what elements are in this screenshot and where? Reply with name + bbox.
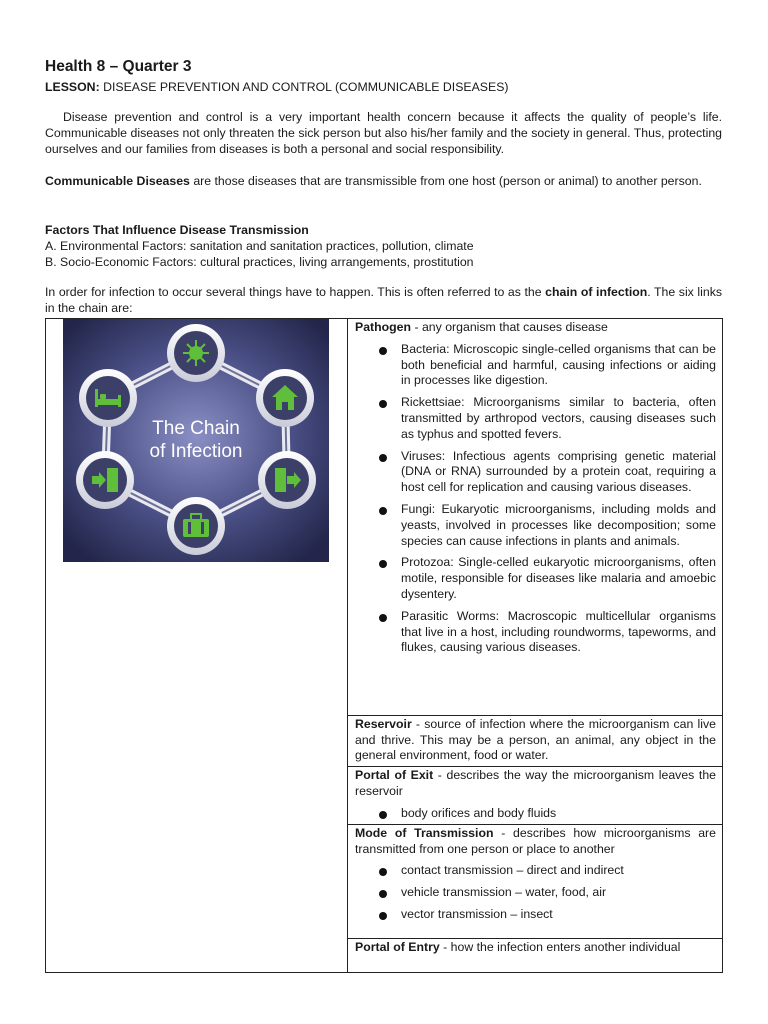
infographic-cell [46,319,348,973]
factor-environmental: A. Environmental Factors: sanitation and sanitation practices, pollution, climate [45,239,474,253]
chain-of-infection-infographic [63,319,329,562]
portal-exit-cell [348,767,723,824]
portal-exit-term: Portal of Exit [355,768,434,783]
list-item: Viruses: Infectious agents comprising genetic material (DNA or RNA) surrounded by a protein coat, requiring a host cell for replication and causing various diseases. [355,449,716,496]
mode-term: Mode of Transmission [355,825,494,840]
pathogen-desc: - any organism that causes disease [411,320,608,334]
lesson-line [45,80,509,94]
factors-section [45,222,474,270]
chain-intro-term: chain of infection [545,285,648,299]
chain-row-pathogen [46,319,723,716]
portal-exit-list [355,806,716,822]
list-item: vehicle transmission – water, food, air [355,885,716,901]
chain-intro-after: . The six links in the chain are: [45,285,723,315]
mode-list [355,863,716,922]
list-item: Parasitic Worms: Macroscopic multicellular organisms that live in a host, including roundworms, tapeworms, and flukes, causing various diseases. [355,609,716,656]
list-item: Protozoa: Single-celled eukaryotic microorganisms, often motile, responsible for diseases like malaria and amoebic dysentery. [355,555,716,602]
portal-entry-desc: - how the infection enters another individual [439,939,681,954]
definition-paragraph [45,174,722,190]
reservoir-cell [348,715,723,766]
factors-heading: Factors That Influence Disease Transmission [45,223,309,237]
document-title: Health 8 – Quarter 3 [45,58,192,75]
chain-intro-paragraph [45,285,722,317]
list-item: Rickettsiae: Microorganisms similar to bacteria, often transmitted by arthropod vectors, causing diseases such as typhus and spotted fevers. [355,395,716,442]
definition-term: Communicable Diseases [45,174,190,188]
lesson-text: DISEASE PREVENTION AND CONTROL (COMMUNICABLE DISEASES) [103,80,509,94]
reservoir-desc: - source of infection where the microorganism can live and thrive. This may be a person, an animal, any object in the general environment, food or water. [355,716,716,763]
pathogen-list [355,342,716,656]
chain-table [45,318,723,973]
reservoir-term: Reservoir [355,716,412,731]
list-item: Bacteria: Microscopic single-celled organisms that can be both beneficial and harmful, causing infections or aiding in processes like digestion. [355,342,716,389]
pathogen-cell [348,319,723,716]
intro-paragraph: Disease prevention and control is a very important health concern because it affects the quality of people’s life. Communicable diseases not only threaten the sick person but also his/her family and the society in general. Thus, protecting ourselves and our families from diseases is both a personal and social responsibility. [45,110,722,156]
list-item: vector transmission – insect [355,907,716,923]
factor-socio-economic: B. Socio-Economic Factors: cultural practices, living arrangements, prostitution [45,255,474,269]
pathogen-term: Pathogen [355,320,412,334]
list-item: body orifices and body fluids [355,806,716,822]
mode-cell [348,824,723,938]
mode-desc: - describes how microorganisms are transmitted from one person or place to another [355,825,716,856]
lesson-label: LESSON: [45,80,100,94]
portal-entry-cell [348,938,723,972]
list-item: contact transmission – direct and indirect [355,863,716,879]
infographic-title-line2: of Infection [149,441,243,462]
chain-intro-before: In order for infection to occur several things have to happen. This is often referred to as the [45,285,546,299]
definition-text: are those diseases that are transmissible from one host (person or animal) to another person. [189,174,702,188]
infographic-title-line1: The Chain [152,418,240,439]
list-item: Fungi: Eukaryotic microorganisms, including molds and yeasts, involved in processes like decomposition; some species can cause infections in plants and animals. [355,502,716,549]
portal-entry-term: Portal of Entry [355,939,440,954]
portal-exit-desc: - describes the way the microorganism leaves the reservoir [355,768,716,799]
